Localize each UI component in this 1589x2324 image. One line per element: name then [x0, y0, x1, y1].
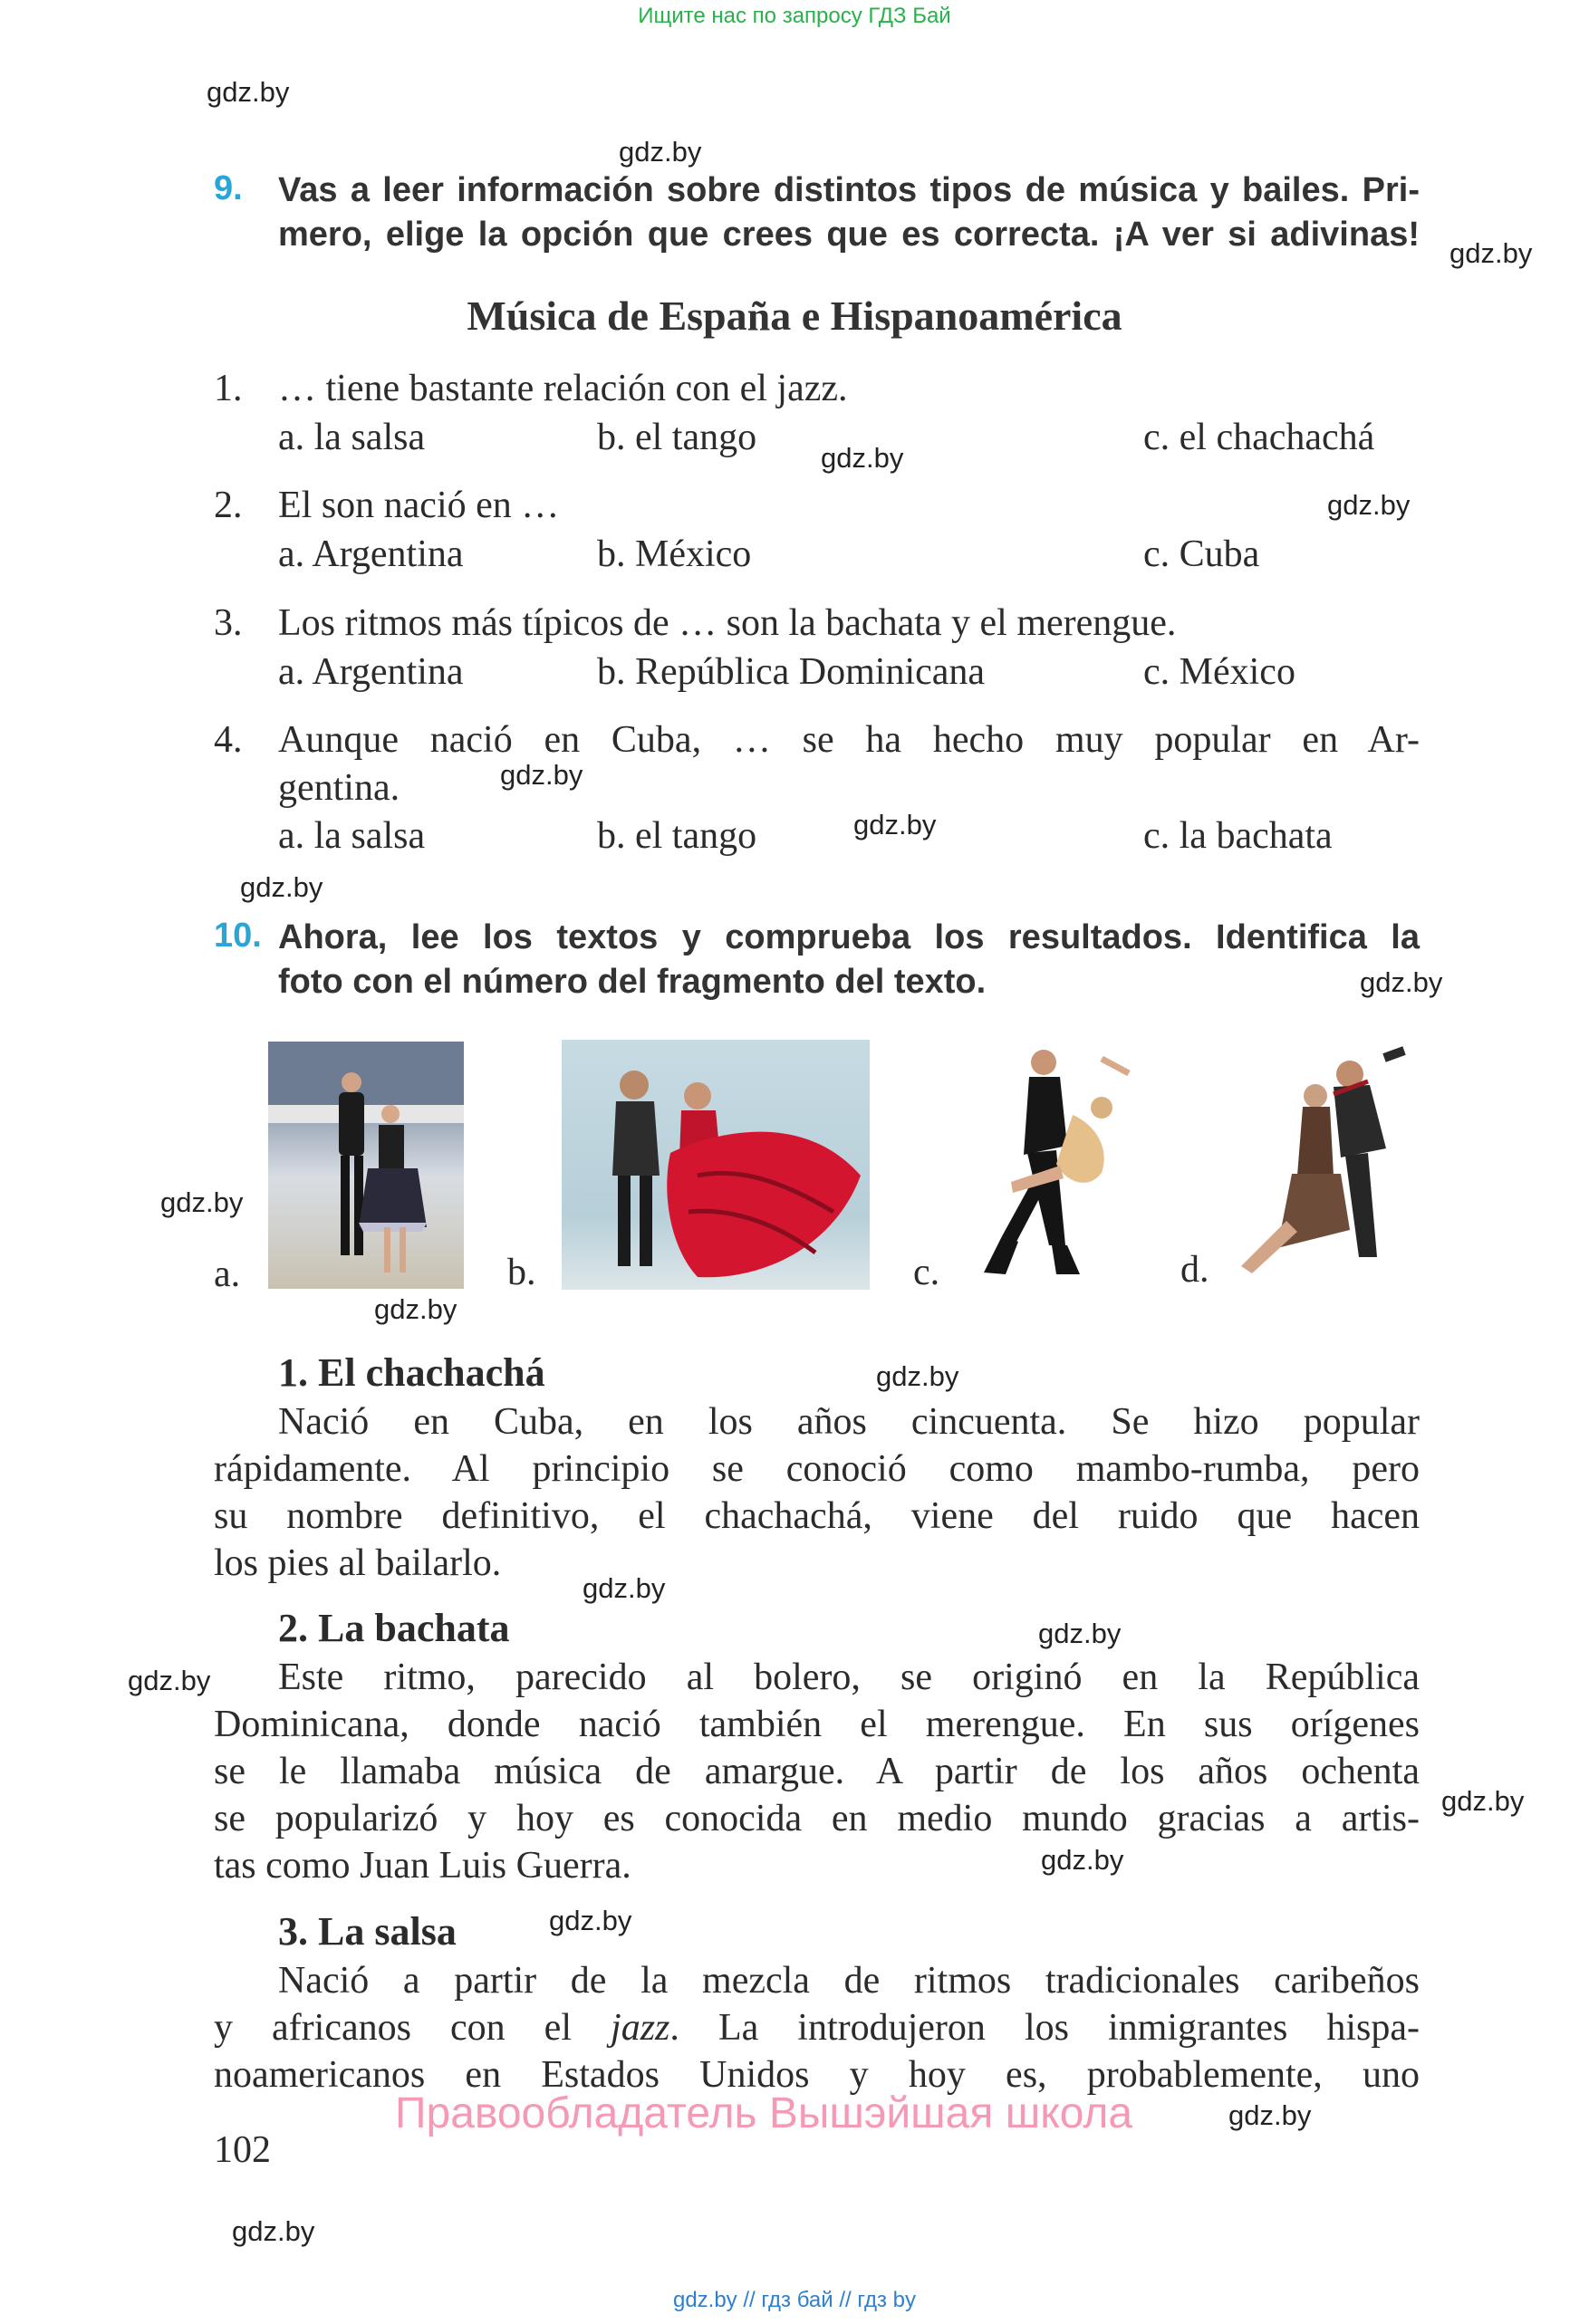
question-number: 4. [214, 719, 243, 761]
watermark: gdz.by [1449, 237, 1533, 269]
exercise-instruction [278, 916, 1420, 1004]
instruction-line: foto con el número del fragmento del texto. [278, 963, 987, 1001]
question-number: 2. [214, 485, 243, 526]
instruction-line: Vas a leer información sobre distintos tipos de música y bailes. Pri- [278, 171, 1420, 209]
option-a: a. Argentina [278, 533, 464, 575]
paragraph-line: se le llamaba música de amargue. A partir de los años ochenta [214, 1751, 1420, 1792]
dance-photo-a [268, 1042, 464, 1289]
paragraph-line: Nació a partir de la mezcla de ritmos tradicionales caribeños [278, 1960, 1420, 2002]
text-paragraph [214, 1398, 1420, 1587]
ballroom-couple-image [268, 1042, 464, 1289]
question-text: Los ritmos más típicos de … son la bachata y el merengue. [278, 602, 1177, 644]
watermark: gdz.by [128, 1665, 211, 1696]
paragraph-line: rápidamente. Al principio se conoció como mambo-rumba, pero [214, 1448, 1420, 1490]
photo-label: c. [913, 1252, 940, 1293]
latin-couple-image [966, 1037, 1147, 1292]
option-c: c. el chachachá [1143, 417, 1375, 458]
watermark: gdz.by [1360, 966, 1443, 998]
page-number: 102 [214, 2129, 271, 2171]
line-text: y africanos con el [214, 2007, 612, 2049]
paragraph-line: tas como Juan Luis Guerra. [214, 1845, 631, 1887]
watermark: gdz.by [232, 2215, 315, 2247]
paragraph-line: los pies al bailarlo. [214, 1542, 502, 1584]
text-heading: 2. La bachata [278, 1606, 510, 1650]
tango-couple-image [1232, 1040, 1415, 1286]
text-paragraph [214, 1957, 1420, 2098]
photo-label: b. [507, 1252, 536, 1293]
watermark: gdz.by [240, 871, 323, 903]
watermark: gdz.by [1228, 2099, 1312, 2131]
watermark: gdz.by [853, 809, 937, 840]
photo-label: a. [214, 1253, 241, 1295]
watermark: gdz.by [374, 1293, 457, 1325]
option-b: b. el tango [597, 815, 757, 857]
watermark: gdz.by [549, 1905, 632, 1936]
option-a: a. la salsa [278, 815, 426, 857]
text-heading: 3. La salsa [278, 1909, 457, 1954]
exercise-number: 9. [214, 169, 243, 207]
question-text: El son nació en … [278, 485, 560, 526]
exercise-instruction [278, 168, 1420, 257]
instruction-line: Ahora, lee los textos y comprueba los resultados. Identifica la [278, 918, 1420, 956]
paragraph-line [214, 2004, 1420, 2051]
watermark: gdz.by [500, 759, 583, 791]
watermark: gdz.by [1038, 1618, 1122, 1649]
bottom-links-note: gdz.by // гдз бай // гдз by [672, 2288, 917, 2312]
watermark: gdz.by [160, 1186, 244, 1218]
dance-photo-c [966, 1037, 1147, 1292]
text-paragraph [214, 1654, 1420, 1889]
watermark: gdz.by [1327, 489, 1411, 521]
option-b: b. República Dominicana [597, 651, 986, 693]
question-text-continued: gentina. [278, 767, 400, 809]
text-heading: 1. El chachachá [278, 1350, 545, 1395]
question-number: 3. [214, 602, 243, 644]
question-text: … tiene bastante relación con el jazz. [278, 368, 848, 409]
paragraph-line: se popularizó y hoy es conocida en medio mundo gracias a artis- [214, 1798, 1420, 1839]
option-b: b. México [597, 533, 752, 575]
line-text: . La introdujeron los inmigrantes hispa- [669, 2007, 1420, 2049]
section-title: Música de España e Hispanoamérica [467, 293, 1122, 339]
watermark: gdz.by [876, 1360, 959, 1392]
watermark: gdz.by [821, 442, 904, 474]
flamenco-couple-image [562, 1040, 870, 1290]
option-b: b. el tango [597, 417, 757, 458]
option-c: c. México [1143, 651, 1295, 693]
instruction-line: mero, elige la opción que crees que es correcta. ¡A ver si adivinas! [278, 216, 1420, 254]
exercise-number: 10. [214, 917, 262, 955]
paragraph-line: noamericanos en Estados Unidos y hoy es, probablemente, uno [214, 2054, 1420, 2096]
watermark: gdz.by [619, 136, 702, 168]
top-search-note: Ищите нас по запросу ГДЗ Бай [638, 4, 951, 28]
paragraph-line: su nombre definitivo, el chachachá, viene del ruido que hacen [214, 1495, 1420, 1537]
question-number: 1. [214, 368, 243, 409]
option-c: c. la bachata [1143, 815, 1333, 857]
paragraph-line: Dominicana, donde nació también el merengue. En sus orígenes [214, 1704, 1420, 1745]
paragraph-line: Este ritmo, parecido al bolero, se originó en la República [278, 1657, 1420, 1698]
option-a: a. Argentina [278, 651, 464, 693]
watermark: gdz.by [583, 1572, 666, 1604]
italic-term: jazz [611, 2007, 670, 2049]
copyright-stamp: Правообладатель Вышэйшая школа [395, 2089, 1133, 2137]
watermark: gdz.by [1441, 1785, 1525, 1817]
question-text: Aunque nació en Cuba, … se ha hecho muy popular en Ar- [278, 719, 1420, 761]
photo-label: d. [1180, 1249, 1209, 1291]
paragraph-line: Nació en Cuba, en los años cincuenta. Se hizo popular [278, 1401, 1420, 1443]
option-c: c. Cuba [1143, 533, 1260, 575]
watermark: gdz.by [1041, 1844, 1124, 1876]
dance-photo-d [1232, 1040, 1415, 1286]
watermark: gdz.by [207, 76, 290, 108]
dance-photo-b [562, 1040, 870, 1290]
option-a: a. la salsa [278, 417, 426, 458]
